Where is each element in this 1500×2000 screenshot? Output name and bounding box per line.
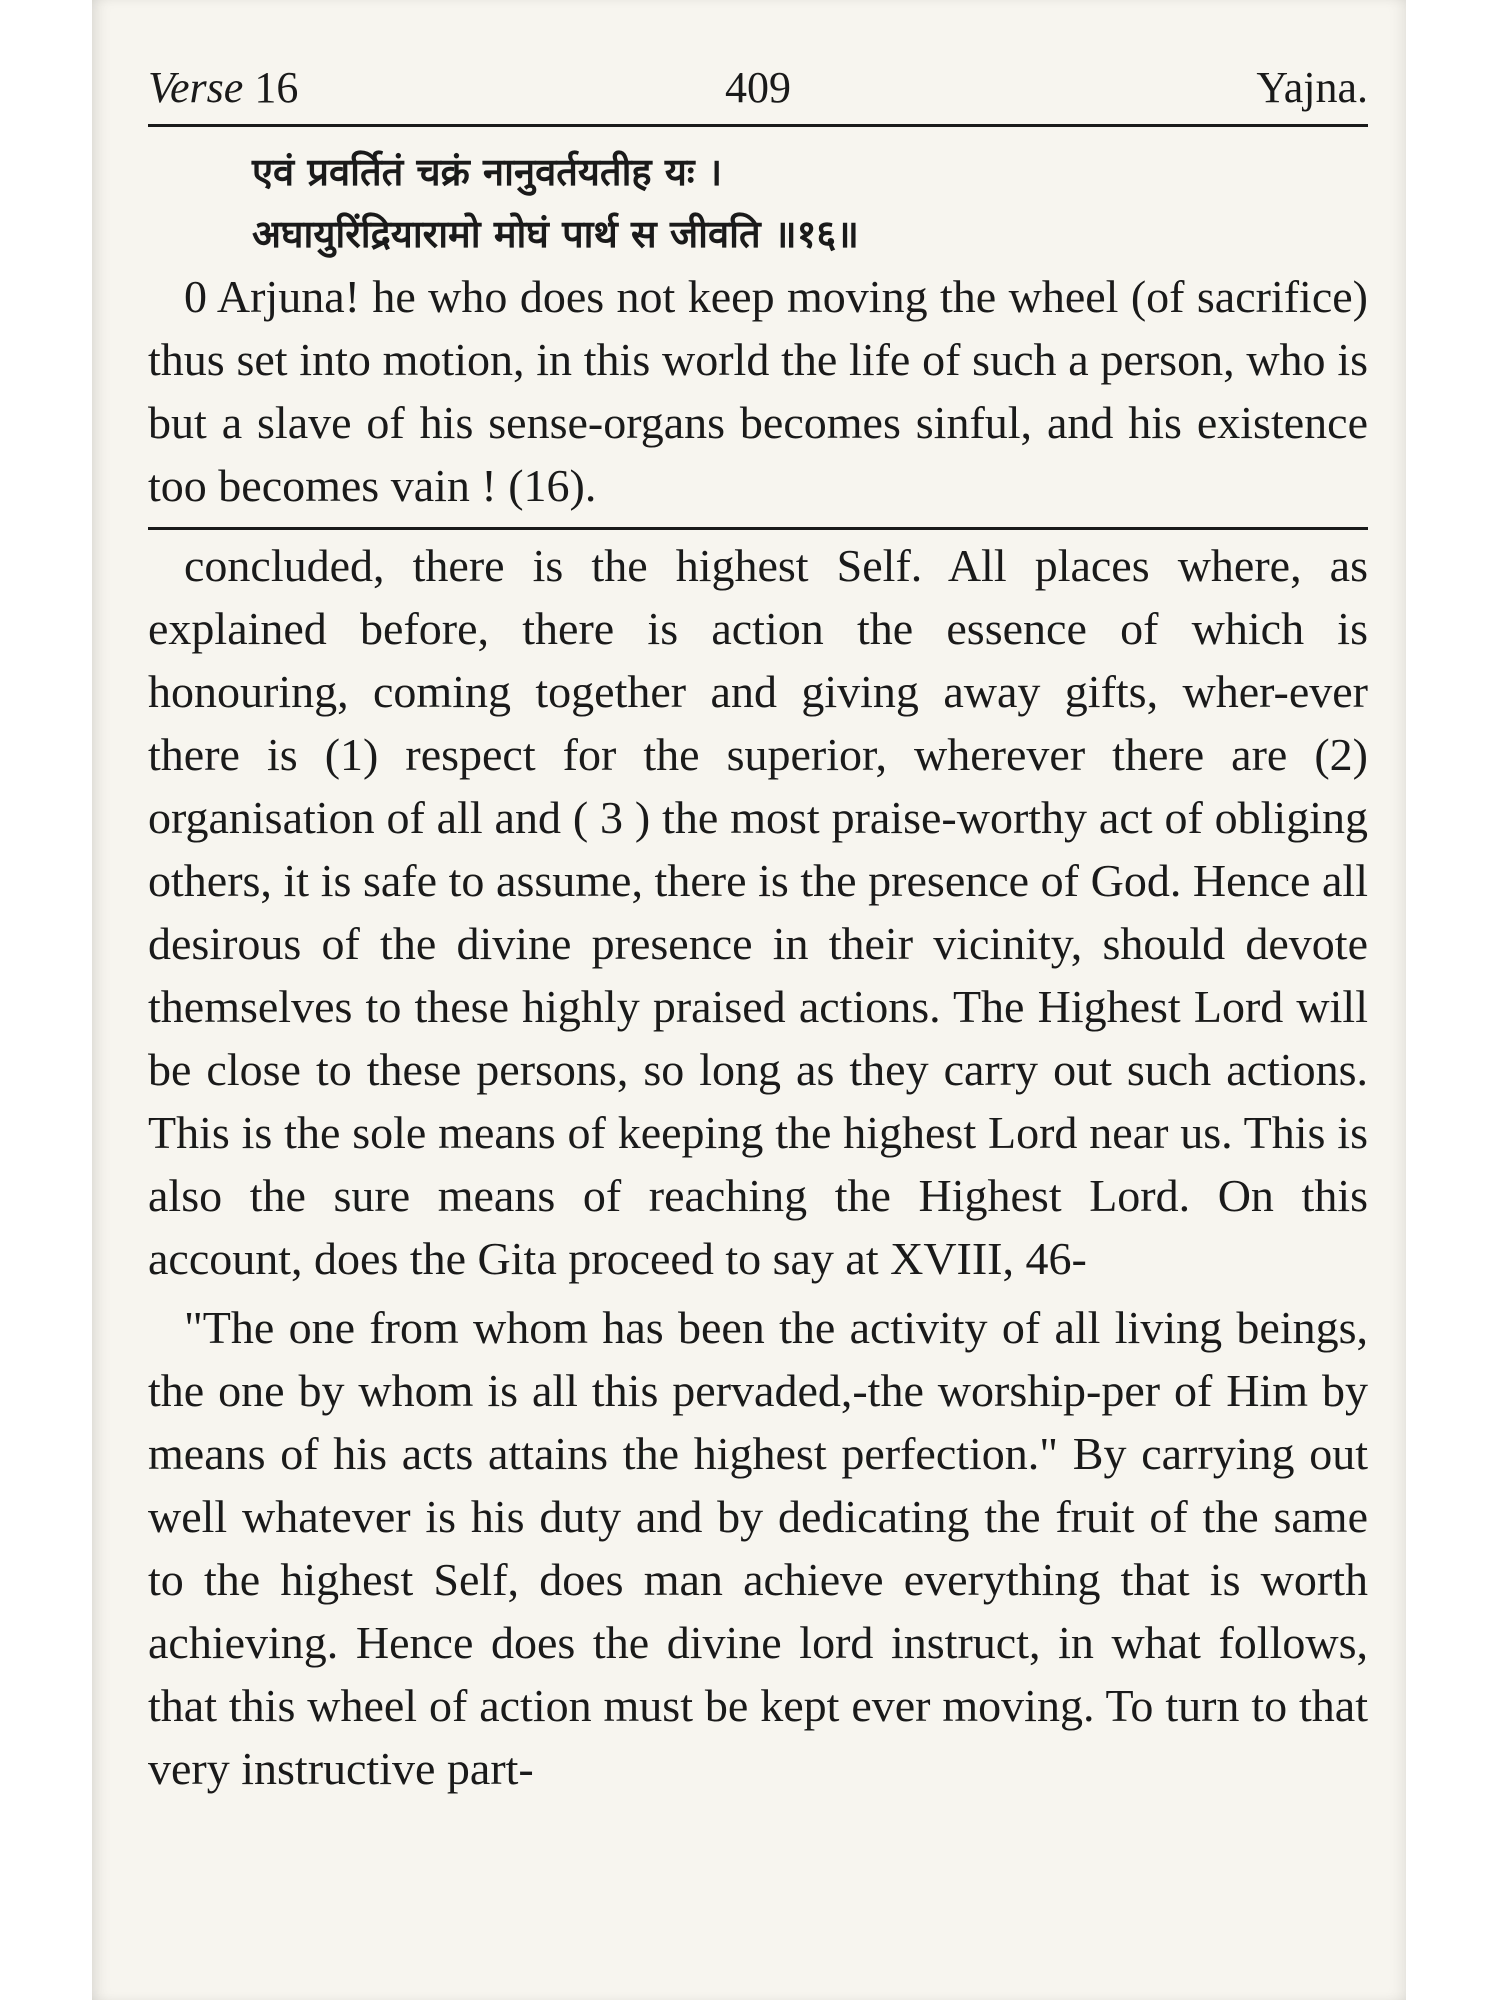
verse-number: 16	[254, 63, 299, 112]
commentary	[148, 534, 1368, 1800]
page-number: 409	[725, 63, 791, 112]
verse-translation: 0 Arjuna! he who does not keep moving the wheel (of sacrifice) thus set into motion, in this world the life of such a person, who is but a slave of his sense-organs becomes sinful, and his existence too becomes vain ! (16).	[148, 271, 1368, 511]
book-page	[92, 0, 1406, 2000]
sanskrit-line-1: एवं प्रवर्तितं चक्रं नानुवर्तयतीह यः ।	[252, 150, 723, 194]
commentary-paragraph-1: concluded, there is the highest Self. All places where, as explained before, there is action the essence of which is honouring, coming together and giving away gifts, wher-ever there is (1) respect for the superior, wherever there are (2) organisation of all and ( 3 ) the most praise-worthy act of obliging others, it is safe to assume, there is the presence of God. Hence all desirous of the divine presence in their vicinity, should devote themselves to these highly praised actions. The Highest Lord will be close to these persons, so long as they carry out such actions. This is the sole means of keeping the highest Lord near us. This is also the sure means of reaching the Highest Lord. On this account, does the Gita proceed to say at XVIII, 46-	[148, 540, 1368, 1284]
verse-label: Verse	[148, 63, 244, 112]
verse-translation-block	[148, 265, 1368, 530]
page-content	[148, 52, 1368, 1800]
section-title: Yajna.	[1256, 63, 1368, 112]
commentary-paragraph-2: "The one from whom has been the activity of all living beings, the one by whom is all this pervaded,-the worship-per of Him by means of his acts attains the highest perfection." By carrying out well whatever is his duty and by dedicating the fruit of the same to the highest Self, does man achieve everything that is worth achieving. Hence does the divine lord instruct, in what follows, that this wheel of action must be kept ever moving. To turn to that very instructive part-	[148, 1302, 1368, 1794]
sanskrit-line-2: अघायुरिंद्रियारामो मोघं पार्थ स जीवति ॥१६॥	[252, 212, 859, 256]
running-header	[148, 52, 1368, 127]
sanskrit-verse	[148, 141, 1368, 265]
